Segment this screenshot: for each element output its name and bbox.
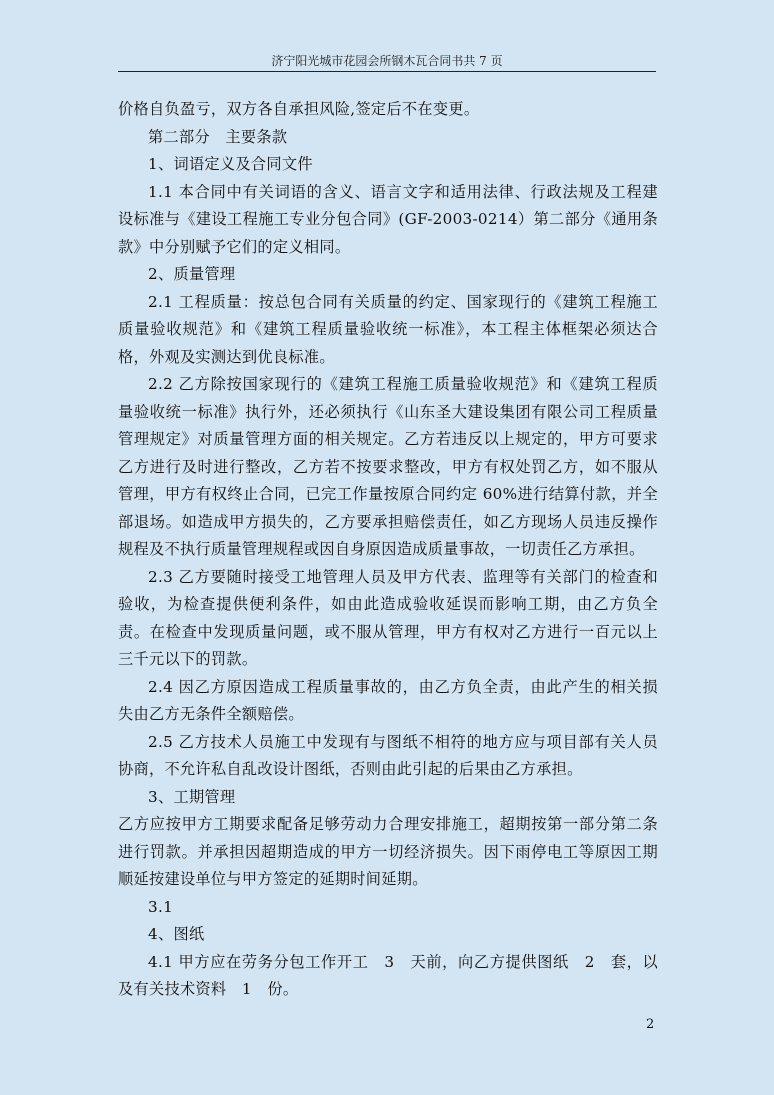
page-header-title: 济宁阳光城市花园会所钢木瓦合同书共 7 页 (271, 54, 503, 68)
paragraph: 2.4 因乙方原因造成工程质量事故的，由乙方负全责，由此产生的相关损失由乙方无条件全额赔偿。 (118, 677, 658, 723)
clause-heading: 3、工期管理 (148, 787, 236, 806)
header-divider (118, 71, 656, 72)
paragraph: 3.1 (148, 897, 174, 916)
document-body (118, 96, 658, 1004)
page-number: 2 (646, 1017, 655, 1032)
paragraph: 乙方应按甲方工期要求配备足够劳动力合理安排施工，超期按第一部分第二条进行罚款。并承担因超期造成的甲方一切经济损失。因下雨停电工等原因工期顺延按建设单位与甲方签定的延期时间延期。 (118, 815, 658, 888)
section-heading: 第二部分 主要条款 (148, 127, 288, 146)
paragraph: 价格自负盈亏，双方各自承担风险,签定后不在变更。 (118, 100, 480, 118)
clause-heading: 1、词语定义及合同文件 (148, 155, 313, 173)
clause-heading: 4、图纸 (148, 925, 205, 943)
paragraph: 2.1 工程质量：按总包合同有关质量的约定、国家现行的《建筑工程施工质量验收规范》和《建筑工程质量验收统一标准》，本工程主体框架必须达合格，外观及实测达到优良标准。 (118, 292, 658, 366)
paragraph: 2.3 乙方要随时接受工地管理人员及甲方代表、监理等有关部门的检查和验收，为检查提供便利条件，如由此造成验收延误而影响工期，由乙方负全责。在检查中发现质量问题，或不服从管理，甲方有权对乙方进行一百元以上三千元以下的罚款。 (118, 567, 658, 668)
paragraph: 4.1 甲方应在劳务分包工作开工 3 天前，向乙方提供图纸 2 套，以及有关技术资料 1 份。 (118, 952, 658, 998)
paragraph: 2.2 乙方除按国家现行的《建筑工程施工质量验收规范》和《建筑工程质量验收统一标准》执行外，还必须执行《山东圣大建设集团有限公司工程质量管理规定》对质量管理方面的相关规定。乙方若违反以上规定的，甲方可要求乙方进行及时进行整改，乙方若不按要求整改，甲方有权处罚乙方，如不服从管理，甲方有权终止合同，已完工作量按原合同约定 60%进行结算付款，并全部退场。如造成甲方损失的，乙方要承担赔偿责任，如乙方现场人员违反操作规程及不执行质量管理规程或因自身原因造成质量事故，一切责任乙方承担。 (118, 375, 658, 558)
paragraph: 1.1 本合同中有关词语的含义、语言文字和适用法律、行政法规及工程建设标准与《建设工程施工专业分包合同》(GF-2003-0214）第二部分《通用条款》中分别赋予它们的定义相同。 (118, 182, 658, 256)
clause-heading: 2、质量管理 (148, 265, 236, 283)
paragraph: 2.5 乙方技术人员施工中发现有与图纸不相符的地方应与项目部有关人员协商，不允许私自乱改设计图纸，否则由此引起的后果由乙方承担。 (118, 732, 658, 778)
